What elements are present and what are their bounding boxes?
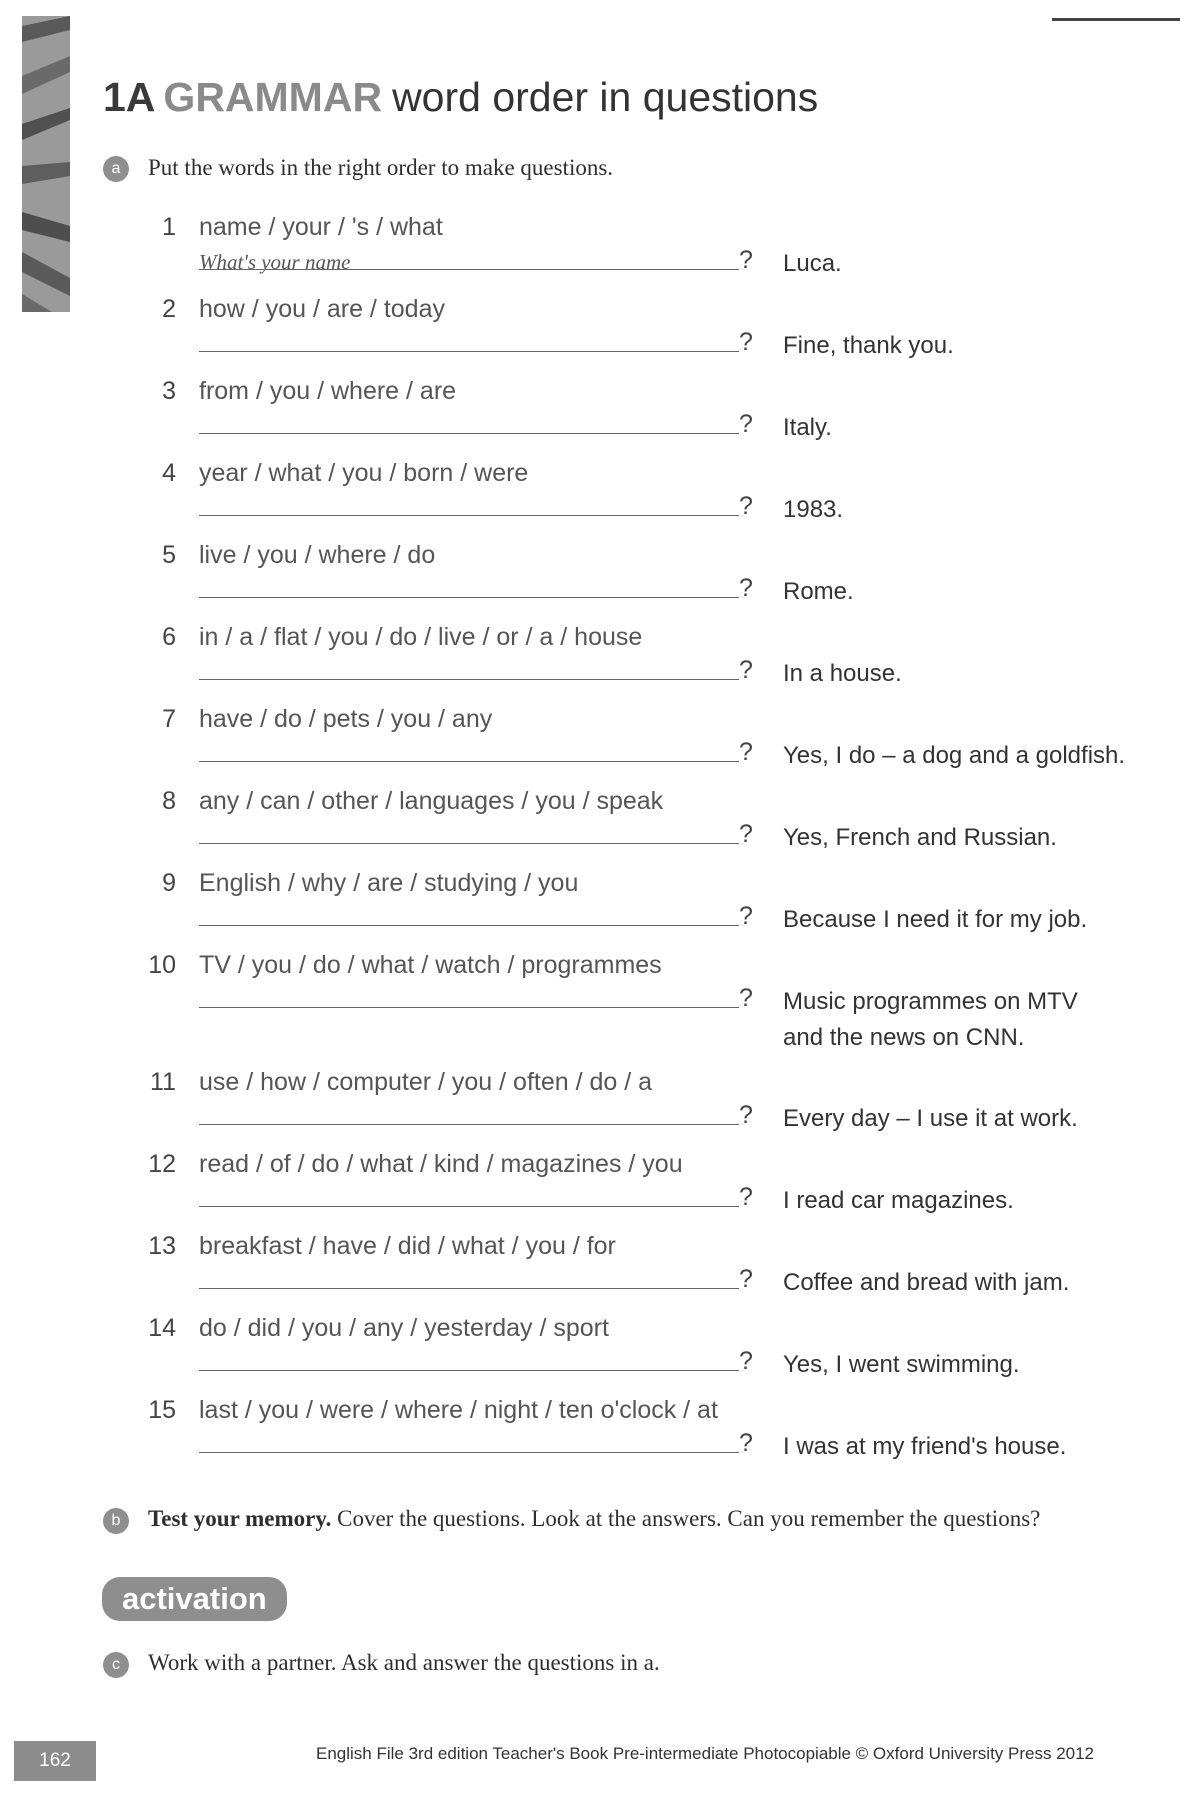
answer-text: Because I need it for my job. (783, 906, 1088, 933)
word-prompt: TV / you / do / what / watch / programmes (199, 951, 662, 979)
question-item (0, 213, 1200, 293)
question-item (0, 295, 1200, 375)
given-answer (783, 902, 1087, 938)
given-answer (783, 1347, 1020, 1383)
word-prompt: read / of / do / what / kind / magazines / you (199, 1150, 683, 1178)
answer-line[interactable] (199, 351, 739, 352)
question-mark: ? (739, 1429, 753, 1457)
question-number: 4 (162, 459, 176, 487)
given-answer (783, 820, 1057, 856)
page-number: 162 (39, 1750, 71, 1771)
answer-text: Rome. (783, 578, 854, 605)
answer-text: I was at my friend's house. (783, 1433, 1067, 1460)
answer-text: Music programmes on MTV (783, 988, 1078, 1015)
answer-text: Fine, thank you. (783, 332, 954, 359)
given-answer (783, 410, 832, 446)
question-number: 7 (162, 705, 176, 733)
question-mark: ? (739, 410, 753, 438)
section-c-badge: c (103, 1652, 129, 1678)
answer-line[interactable] (199, 1007, 739, 1008)
word-prompt: any / can / other / languages / you / speak (199, 787, 664, 815)
question-number: 3 (162, 377, 176, 405)
word-prompt: do / did / you / any / yesterday / sport (199, 1314, 609, 1342)
answer-line[interactable] (199, 269, 739, 270)
page-heading (103, 74, 818, 121)
section-a-instruction: Put the words in the right order to make questions. (148, 155, 614, 180)
answer-text: Yes, I do – a dog and a goldfish. (783, 742, 1126, 769)
answer-text: In a house. (783, 660, 902, 687)
word-prompt: in / a / flat / you / do / live / or / a / house (199, 623, 643, 651)
answer-text: I read car magazines. (783, 1187, 1014, 1214)
question-item (0, 1232, 1200, 1312)
question-item (0, 1396, 1200, 1476)
question-item (0, 787, 1200, 867)
question-mark: ? (739, 1347, 753, 1375)
answer-line[interactable] (199, 679, 739, 680)
question-mark: ? (739, 492, 753, 520)
section-b-instruction (148, 1506, 1040, 1532)
section-c-instruction: Work with a partner. Ask and answer the questions in a. (148, 1650, 660, 1675)
top-rule (1052, 18, 1180, 21)
question-number: 14 (148, 1314, 176, 1342)
given-answer (783, 656, 902, 692)
given-answer (783, 1429, 1066, 1465)
question-item (0, 1068, 1200, 1148)
answer-text: Luca. (783, 250, 842, 277)
section-b-badge: b (103, 1508, 129, 1534)
question-item (0, 623, 1200, 703)
answer-line[interactable] (199, 761, 739, 762)
word-prompt: how / you / are / today (199, 295, 445, 323)
question-number: 1 (162, 213, 176, 241)
word-prompt: use / how / computer / you / often / do / a (199, 1068, 653, 1096)
question-number: 2 (162, 295, 176, 323)
question-mark: ? (739, 656, 753, 684)
question-item (0, 705, 1200, 785)
word-prompt: English / why / are / studying / you (199, 869, 579, 897)
activation-label: activation (102, 1577, 287, 1621)
given-answer (783, 984, 1078, 1056)
question-item (0, 1150, 1200, 1230)
question-item (0, 377, 1200, 457)
answer-line[interactable] (199, 843, 739, 844)
given-answer (783, 246, 842, 282)
question-number: 5 (162, 541, 176, 569)
question-item (0, 1314, 1200, 1394)
question-number: 9 (162, 869, 176, 897)
question-mark: ? (739, 902, 753, 930)
question-mark: ? (739, 328, 753, 356)
given-answer (783, 1101, 1078, 1137)
question-item (0, 541, 1200, 621)
given-answer (783, 328, 954, 364)
question-mark: ? (739, 1265, 753, 1293)
question-mark: ? (739, 246, 753, 274)
word-prompt: have / do / pets / you / any (199, 705, 493, 733)
answer-line[interactable] (199, 1124, 739, 1125)
word-prompt: name / your / 's / what (199, 213, 443, 241)
given-answer (783, 492, 843, 528)
footer-credit: English File 3rd edition Teacher's Book Pre-intermediate Photocopiable © Oxford University Press 2012 (316, 1744, 1095, 1763)
answer-line[interactable] (199, 515, 739, 516)
given-answer (783, 574, 854, 610)
answer-line[interactable] (199, 1452, 739, 1453)
question-mark: ? (739, 574, 753, 602)
section-b-rest: Cover the questions. Look at the answers. Can you remember the questions? (337, 1506, 1041, 1531)
word-prompt: breakfast / have / did / what / you / for (199, 1232, 616, 1260)
question-number: 8 (162, 787, 176, 815)
word-prompt: live / you / where / do (199, 541, 436, 569)
answer-text: 1983. (783, 496, 844, 523)
answer-line[interactable] (199, 925, 739, 926)
word-prompt: from / you / where / are (199, 377, 457, 405)
answer-text: Italy. (783, 414, 832, 441)
given-answer (783, 1265, 1069, 1301)
section-b-bold: Test your memory. (148, 1506, 332, 1531)
question-number: 15 (148, 1396, 176, 1424)
question-number: 12 (148, 1150, 176, 1178)
lesson-description: word order in questions (392, 74, 819, 120)
question-mark: ? (739, 738, 753, 766)
lesson-code: 1A (103, 74, 156, 120)
question-number: 10 (148, 951, 176, 979)
question-item (0, 869, 1200, 949)
question-mark: ? (739, 984, 753, 1012)
question-mark: ? (739, 1183, 753, 1211)
question-number: 6 (162, 623, 176, 651)
word-prompt: last / you / were / where / night / ten o'clock / at (199, 1396, 718, 1424)
lesson-topic: GRAMMAR (163, 74, 383, 120)
answer-line[interactable] (199, 597, 739, 598)
question-mark: ? (739, 820, 753, 848)
answer-text: Yes, French and Russian. (783, 824, 1057, 851)
answer-line[interactable] (199, 1370, 739, 1371)
answer-line[interactable] (199, 1206, 739, 1207)
answer-text: Coffee and bread with jam. (783, 1269, 1070, 1296)
answer-line[interactable] (199, 1288, 739, 1289)
given-answer (783, 738, 1125, 774)
question-mark: ? (739, 1101, 753, 1129)
word-prompt: year / what / you / born / were (199, 459, 529, 487)
section-a-badge: a (103, 156, 129, 182)
answer-text-line2: and the news on CNN. (783, 1024, 1025, 1051)
question-number: 13 (148, 1232, 176, 1260)
question-item (0, 459, 1200, 539)
answer-text: Every day – I use it at work. (783, 1105, 1078, 1132)
answer-text: Yes, I went swimming. (783, 1351, 1020, 1378)
question-item (0, 951, 1200, 1051)
given-answer (783, 1183, 1014, 1219)
example-answer: What's your name (199, 250, 351, 274)
answer-line[interactable] (199, 433, 739, 434)
question-number: 11 (150, 1068, 176, 1096)
